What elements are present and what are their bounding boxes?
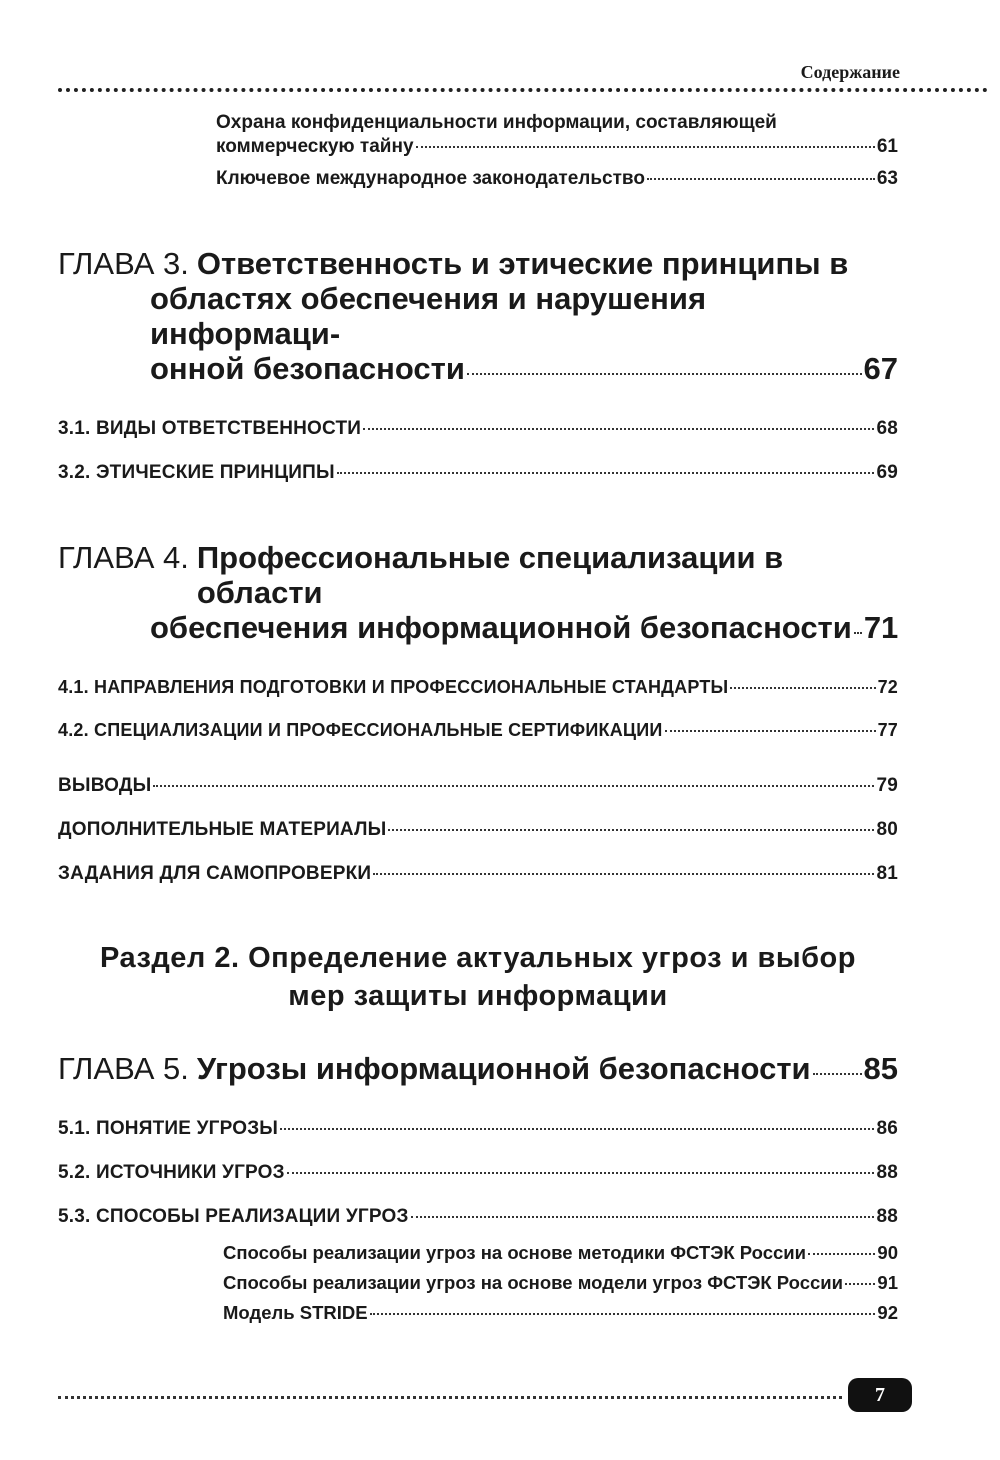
toc-chapter-3[interactable] (58, 246, 898, 386)
dot-leader (416, 146, 875, 148)
page-number: 88 (876, 1206, 898, 1227)
dot-leader (280, 1128, 874, 1130)
header-dotted-rule (58, 88, 988, 92)
toc-chapter-5[interactable] (58, 1051, 898, 1086)
page-number: 90 (877, 1242, 898, 1263)
dot-leader (153, 785, 874, 787)
page-number: 63 (876, 168, 898, 189)
toc-subentry[interactable] (58, 1272, 898, 1294)
chapter-title-continued: областях обеспечения и нарушения информаци- (150, 281, 707, 351)
page-number: 91 (877, 1272, 898, 1293)
page-number: 88 (876, 1162, 898, 1183)
dot-leader (287, 1172, 875, 1174)
page-number: 72 (877, 677, 898, 697)
toc-extra-section[interactable] (58, 863, 898, 885)
dot-leader (363, 428, 874, 430)
chapter-number: ГЛАВА 3. (58, 246, 189, 281)
dot-leader (388, 829, 874, 831)
dot-leader (854, 632, 862, 634)
toc-section-label: 5.2. ИСТОЧНИКИ УГРОЗ (58, 1162, 285, 1183)
toc-subentry[interactable] (58, 1242, 898, 1264)
toc-section[interactable] (58, 462, 898, 484)
page-number-badge: 7 (848, 1378, 912, 1412)
page-number: 81 (876, 863, 898, 884)
chapter-title-continued: обеспечения информационной безопасности (150, 610, 852, 645)
toc-section[interactable] (58, 720, 898, 741)
dot-leader (467, 373, 862, 375)
toc-subentry-label: Модель STRIDE (223, 1302, 368, 1323)
chapter-title: Ответственность и этические принципы в (196, 246, 849, 281)
page-number: 68 (876, 418, 898, 439)
chapter-title: Профессиональные специализации в области (196, 540, 784, 610)
toc-extra-section[interactable] (58, 819, 898, 841)
page-number: 80 (876, 819, 898, 840)
chapter-number: ГЛАВА 5. (58, 1051, 189, 1086)
toc-section[interactable] (58, 1206, 898, 1228)
toc-section[interactable] (58, 677, 898, 698)
page-number: 79 (876, 775, 898, 796)
toc-section[interactable] (58, 1162, 898, 1184)
dot-leader (845, 1283, 875, 1285)
part-title: Раздел 2. Определение актуальных угроз и выбор (100, 942, 856, 974)
dot-leader (647, 178, 875, 180)
toc-section-label: 3.2. ЭТИЧЕСКИЕ ПРИНЦИПЫ (58, 462, 335, 483)
toc-section-label: ДОПОЛНИТЕЛЬНЫЕ МАТЕРИАЛЫ (58, 819, 387, 840)
toc-section[interactable] (58, 418, 898, 440)
page-number: 69 (876, 462, 898, 483)
part-title-continued: мер защиты информации (288, 980, 668, 1012)
page-number: 85 (863, 1051, 898, 1086)
toc-subentry[interactable] (58, 168, 898, 190)
page-number: 61 (876, 136, 898, 157)
toc-section-label: 5.1. ПОНЯТИЕ УГРОЗЫ (58, 1118, 279, 1139)
dot-leader (337, 472, 875, 474)
toc-part-2[interactable] (58, 939, 898, 1015)
chapter-number: ГЛАВА 4. (58, 540, 189, 575)
page-number: 86 (876, 1118, 898, 1139)
dot-leader (730, 687, 875, 689)
toc-subentry-label: коммерческую тайну (216, 136, 414, 157)
page-number: 92 (877, 1302, 898, 1323)
page-number: 77 (877, 720, 898, 740)
toc-extra-section[interactable] (58, 775, 898, 797)
page-footer (58, 1378, 912, 1414)
toc-subentry-label: Охрана конфиденциальности информации, составляющей (216, 112, 777, 133)
chapter-title-continued: онной безопасности (150, 351, 465, 386)
footer-dotted-rule (58, 1396, 842, 1399)
dot-leader (370, 1313, 876, 1315)
table-of-contents (58, 112, 898, 1332)
running-header-title: Содержание (800, 62, 900, 82)
toc-section-label: 3.1. ВИДЫ ОТВЕТСТВЕННОСТИ (58, 418, 362, 439)
spacer (58, 763, 898, 775)
dot-leader (411, 1216, 875, 1218)
toc-section[interactable] (58, 1118, 898, 1140)
page-header (58, 58, 988, 98)
toc-chapter-4[interactable] (58, 540, 898, 645)
toc-subentry-label: Способы реализации угроз на основе методики ФСТЭК России (223, 1242, 807, 1263)
chapter-title: Угрозы информационной безопасности (196, 1051, 811, 1086)
toc-section-label: ВЫВОДЫ (58, 775, 152, 796)
dot-leader (808, 1253, 875, 1255)
toc-subentry[interactable] (58, 112, 898, 158)
page-number: 67 (863, 351, 898, 386)
toc-subentry-label: Ключевое международное законодательство (216, 168, 645, 189)
dot-leader (373, 873, 874, 875)
dot-leader (665, 730, 876, 732)
toc-section-label: 4.2. СПЕЦИАЛИЗАЦИИ И ПРОФЕССИОНАЛЬНЫЕ СЕРТИФИКАЦИИ (58, 720, 663, 740)
toc-subentry[interactable] (58, 1302, 898, 1324)
toc-section-label: 5.3. СПОСОБЫ РЕАЛИЗАЦИИ УГРОЗ (58, 1206, 409, 1227)
dot-leader (813, 1073, 862, 1075)
toc-section-label: 4.1. НАПРАВЛЕНИЯ ПОДГОТОВКИ И ПРОФЕССИОНАЛЬНЫЕ СТАНДАРТЫ (58, 677, 729, 697)
page-number: 71 (863, 610, 899, 645)
toc-subentry-label: Способы реализации угроз на основе модели угроз ФСТЭК России (223, 1272, 844, 1293)
toc-section-label: ЗАДАНИЯ ДЛЯ САМОПРОВЕРКИ (58, 863, 372, 884)
